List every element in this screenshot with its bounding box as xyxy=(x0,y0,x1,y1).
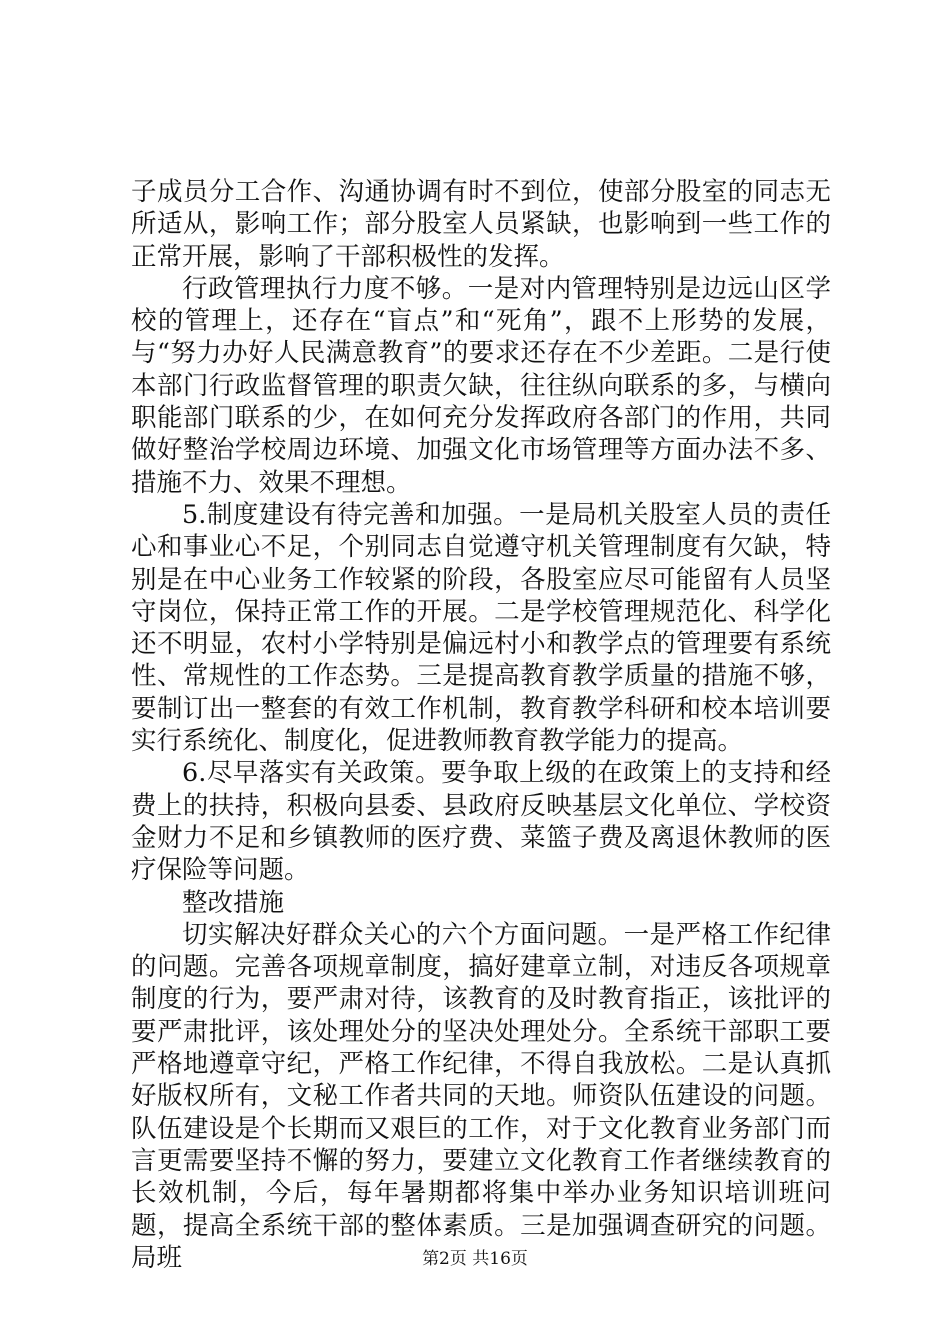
paragraph-measures: 切实解决好群众关心的六个方面问题。一是严格工作纪律的问题。完善各项规章制度，搞好建章立制，对违反各项规章制度的行为，要严肃对待，该教育的及时教育指正，该批评的要严肃批评，该处理处分的坚决处理处分。全系统干部职工要严格地遵章守纪，严格工作纪律，不得自我放松。二是认真抓好版权所有，文秘工作者共同的天地。师资队伍建设的问题。队伍建设是个长期而又艰巨的工作，对于文化教育业务部门而言更需要坚持不懈的努力，要建立文化教育工作者继续教育的长效机制，今后，每年暑期都将集中举办业务知识培训班问题，提高全系统干部的整体素质。三是加强调查研究的问题。局班 xyxy=(131,919,831,1273)
page-footer: 第2页 共16页 xyxy=(422,1249,528,1269)
paragraph-item-6: 6.尽早落实有关政策。要争取上级的在政策上的支持和经费上的扶持，积极向县委、县政府反映基层文化单位、学校资金财力不足和乡镇教师的医疗费、菜篮子费及离退休教师的医疗保险等问题。 xyxy=(131,758,831,886)
paragraph-item-5: 5.制度建设有待完善和加强。一是局机关股室人员的责任心和事业心不足，个别同志自觉遵守机关管理制度有欠缺，特别是在中心业务工作较紧的阶段，各股室应尽可能留有人员坚守岗位，保持正常工作的开展。二是学校管理规范化、科学化还不明显，农村小学特别是偏远村小和教学点的管理要有系统性、常规性的工作态势。三是提高教育教学质量的措施不够，要制订出一整套的有效工作机制，教育教学科研和校本培训要实行系统化、制度化，促进教师教育教学能力的提高。 xyxy=(131,499,831,757)
section-heading: 整改措施 xyxy=(182,887,285,918)
paragraph-admin-management: 行政管理执行力度不够。一是对内管理特别是边远山区学校的管理上，还存在“盲点”和“死角”，跟不上形势的发展，与“努力办好人民满意教育”的要求还存在不少差距。二是行使本部门行政监督管理的职责欠缺，往往纵向联系的多，与横向职能部门联系的少，在如何充分发挥政府各部门的作用，共同做好整治学校周边环境、加强文化市场管理等方面办法不多、措施不力、效果不理想。 xyxy=(131,273,831,498)
paragraph-continuation: 子成员分工合作、沟通协调有时不到位，使部分股室的同志无所适从，影响工作；部分股室人员紧缺，也影响到一些工作的正常开展，影响了干部积极性的发挥。 xyxy=(131,177,831,272)
document-body xyxy=(131,176,831,1274)
